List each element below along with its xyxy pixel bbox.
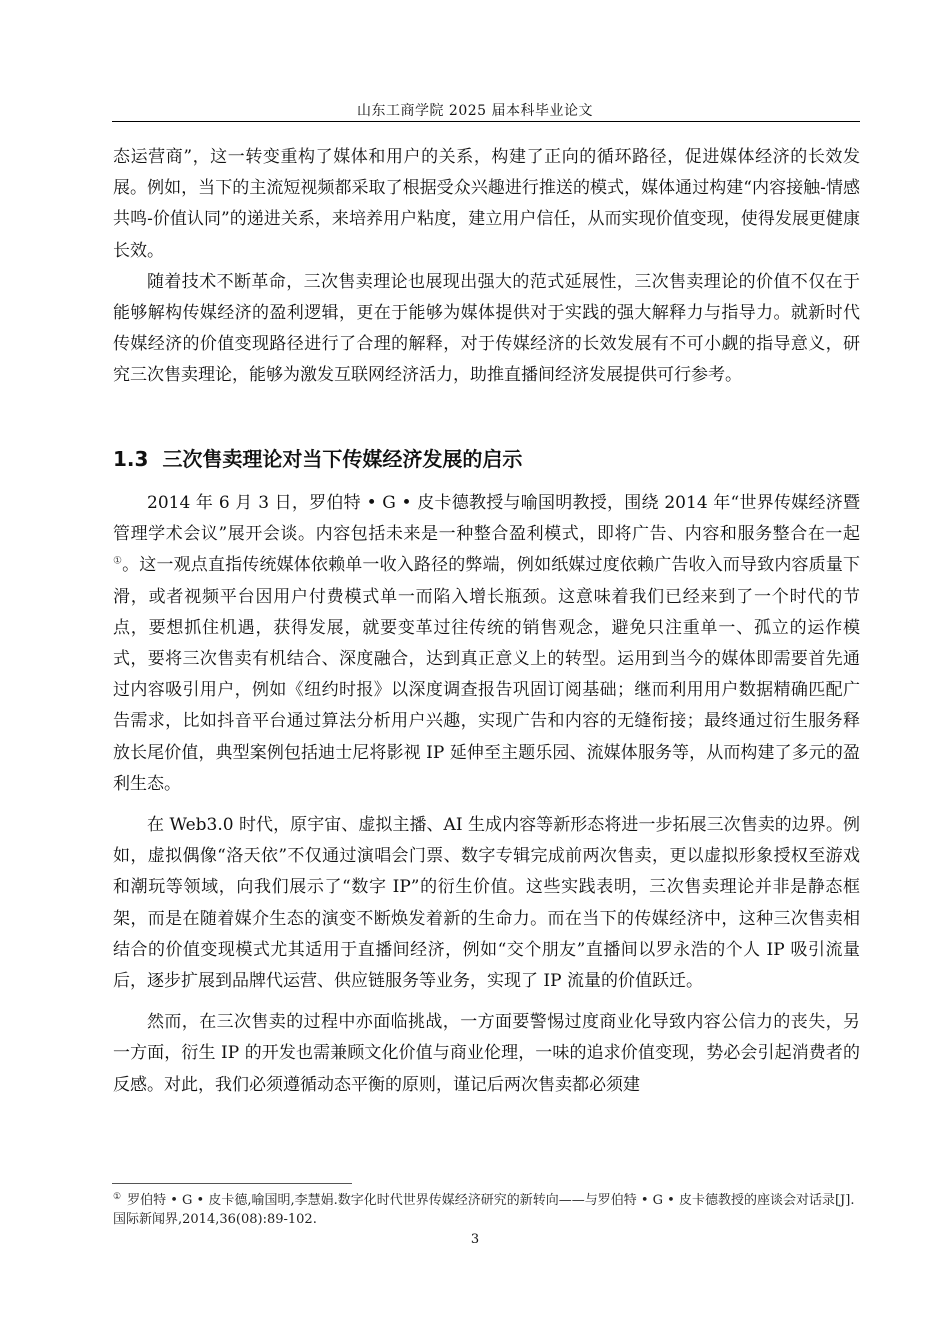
paragraph: 随着技术不断革命，三次售卖理论也展现出强大的范式延展性，三次售卖理论的价值不仅在于能够解构传媒经济的盈利逻辑，更在于能够为媒体提供对于实践的强大解释力与指导力。就新时代传媒经济的价值变现路径进行了合理的解释，对于传媒经济的长效发展有不可小觑的指导意义，研究三次售卖理论，能够为激发互联网经济活力，助推直播间经济发展提供可行参考。: [113, 271, 860, 386]
page-number: 3: [470, 1232, 480, 1247]
footnote-marker: ①: [113, 1191, 122, 1202]
running-header: 山东工商学院 2025 届本科毕业论文: [356, 103, 594, 119]
paragraph: 然而，在三次售卖的过程中亦面临挑战，一方面要警惕过度商业化导致内容公信力的丧失，另一方面，衍生 IP 的开发也需兼顾文化价值与商业伦理，一味的追求价值变现，势必会引起消费者的反感。对此，我们必须遵循动态平衡的原则，谨记后两次售卖都必须建: [113, 1012, 860, 1095]
paragraph-continued: 态运营商”，这一转变重构了媒体和用户的关系，构建了正向的循环路径，促进媒体经济的长效发展。例如，当下的主流短视频都采取了根据受众兴趣进行推送的模式，媒体通过构建“内容接触-情感共鸣-价值认同”的递进关系，来培养用户粘度，建立用户信任，从而实现价值变现，使得发展更健康长效。: [113, 147, 860, 261]
body-text-top: [113, 142, 860, 392]
paragraph: [113, 488, 860, 800]
paragraph-spacer: [113, 800, 860, 810]
body-text-section: [113, 488, 860, 1101]
paragraph-text: 。这一观点直指传统媒体依赖单一收入路径的弊端，例如纸媒过度依赖广告收入而导致内容质量下滑，或者视频平台因用户付费模式单一而陷入增长瓶颈。这意味着我们已经来到了一个时代的节点，要想抓住机遇，获得发展，就要变革过往传统的销售观念，避免只注重单一、孤立的运作模式，要将三次售卖有机结合、深度融合，达到真正意义上的转型。运用到当今的媒体即需要首先通过内容吸引用户，例如《纽约时报》以深度调查报告巩固订阅基础；继而利用用户数据精确匹配广告需求，比如抖音平台通过算法分析用户兴趣，实现广告和内容的无缝衔接；最终通过衍生服务释放长尾价值，典型案例包括迪士尼将影视 IP 延伸至主题乐园、流媒体服务等，从而构建了多元的盈利生态。: [113, 555, 861, 794]
footnote-text: 罗伯特 • G • 皮卡德,喻国明,李慧娟.数字化时代世界传媒经济研究的新转向——与罗伯特 • G • 皮卡德教授的座谈会对话录[J].国际新闻界,2014,36(08):89-102.: [113, 1193, 855, 1227]
footnote: [113, 1191, 860, 1229]
paragraph-spacer: [113, 997, 860, 1007]
header-rule: [112, 121, 860, 122]
paragraph-text: 2014 年 6 月 3 日，罗伯特 • G • 皮卡德教授与喻国明教授，围绕 2014 年“世界传媒经济暨管理学术会议”展开会谈。内容包括未来是一种整合盈利模式，即将广告、内容和服务整合在一起: [113, 493, 860, 545]
footnote-reference[interactable]: ①: [113, 555, 123, 567]
section-heading: [113, 444, 522, 474]
footnote-rule: [112, 1183, 352, 1184]
section-title: 三次售卖理论对当下传媒经济发展的启示: [162, 447, 523, 471]
paragraph: 在 Web3.0 时代，原宇宙、虚拟主播、AI 生成内容等新形态将进一步拓展三次售卖的边界。例如，虚拟偶像“洛天依”不仅通过演唱会门票、数字专辑完成前两次售卖，更以虚拟形象授权至游戏和潮玩等领域，向我们展示了“数字 IP”的衍生价值。这些实践表明，三次售卖理论并非是静态框架，而是在随着媒介生态的演变不断焕发着新的生命力。而在当下的传媒经济中，这种三次售卖相结合的价值变现模式尤其适用于直播间经济，例如“交个朋友”直播间以罗永浩的个人 IP 吸引流量后，逐步扩展到品牌代运营、供应链服务等业务，实现了 IP 流量的价值跃迁。: [113, 815, 860, 992]
section-number: 1.3: [113, 447, 149, 471]
